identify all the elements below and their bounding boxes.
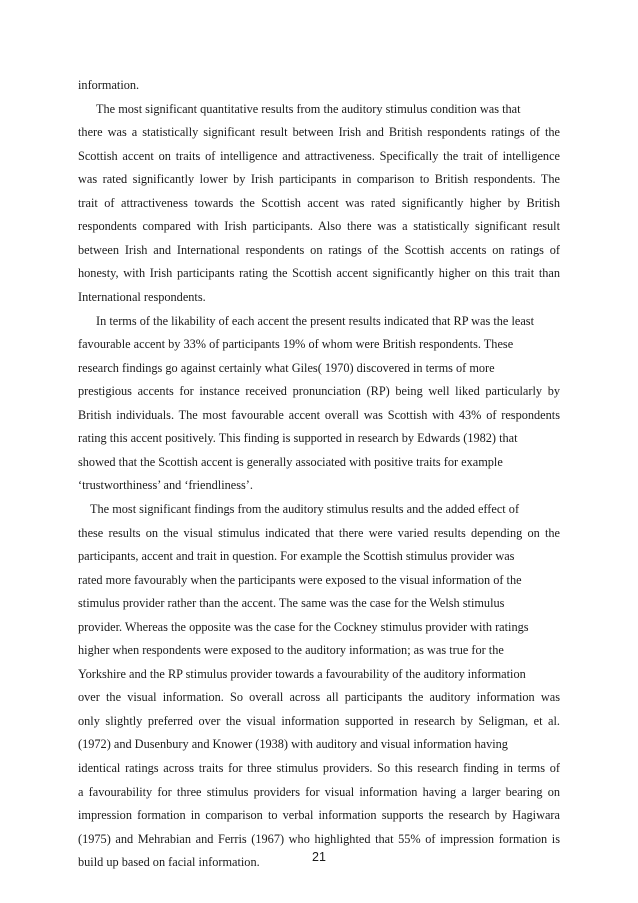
text-line: In terms of the likability of each accent the present results indicated that RP was the least xyxy=(96,313,534,328)
text-line: these results on the visual stimulus indicated that there were varied results depending on the xyxy=(78,525,560,540)
text-line: rating this accent positively. This finding is supported in research by Edwards (1982) that xyxy=(78,431,518,446)
text-line: higher when respondents were exposed to the auditory information; as was true for the xyxy=(78,643,504,658)
text-line: British individuals. The most favourable accent overall was Scottish with 43% of respondents xyxy=(78,407,560,422)
text-line: participants, accent and trait in question. For example the Scottish stimulus provider was xyxy=(78,549,515,563)
text-line: stimulus provider rather than the accent. The same was the case for the Welsh stimulus xyxy=(78,596,505,611)
text-line: (1972) and Dusenbury and Knower (1938) with auditory and visual information having xyxy=(78,737,508,752)
text-line: build up based on facial information. xyxy=(78,855,260,870)
text-line: honesty, with Irish participants rating the Scottish accent significantly higher on this trait than xyxy=(78,266,560,281)
text-line: (1975) and Mehrabian and Ferris (1967) who highlighted that 55% of impression formation is xyxy=(78,831,560,846)
text-line: prestigious accents for instance received pronunciation (RP) being well liked particularly by xyxy=(78,384,560,399)
text-line: provider. Whereas the opposite was the case for the Cockney stimulus provider with ratings xyxy=(78,619,529,634)
text-line: rated more favourably when the participants were exposed to the visual information of the xyxy=(78,572,522,587)
text-line: between Irish and International respondents on ratings of the Scottish accents on ratings of xyxy=(78,242,560,257)
text-line: there was a statistically significant result between Irish and British respondents ratings of the xyxy=(78,125,560,140)
text-line: respondents compared with Irish participants. Also there was a statistically significant result xyxy=(78,219,560,234)
text-line: only slightly preferred over the visual information supported in research by Seligman, et al. xyxy=(78,713,560,728)
text-line: over the visual information. So overall across all participants the auditory information was xyxy=(78,690,560,705)
text-line: favourable accent by 33% of participants 19% of whom were British respondents. These xyxy=(78,337,514,352)
text-line: The most significant quantitative results from the auditory stimulus condition was that xyxy=(96,101,521,116)
text-line: The most significant findings from the auditory stimulus results and the added effect of xyxy=(90,501,520,516)
text-line: Scottish accent on traits of intelligence and attractiveness. Specifically the trait of intelligence xyxy=(78,148,560,163)
text-line: trait of attractiveness towards the Scottish accent was rated significantly higher by British xyxy=(78,195,560,210)
text-line: information. xyxy=(78,78,140,92)
text-line: identical ratings across traits for three stimulus providers. So this research finding in terms of xyxy=(78,761,560,775)
text-line: impression formation in comparison to verbal information supports the research by Hagiwara xyxy=(78,808,560,823)
text-line: ‘trustworthiness’ and ‘friendliness’. xyxy=(78,478,253,493)
text-line: research findings go against certainly what Giles( 1970) discovered in terms of more xyxy=(78,360,495,375)
text-line: showed that the Scottish accent is generally associated with positive traits for example xyxy=(78,454,503,469)
text-line: International respondents. xyxy=(78,290,206,304)
text-line: Yorkshire and the RP stimulus provider towards a favourability of the auditory information xyxy=(78,666,526,681)
page-number: 21 xyxy=(312,850,326,864)
text-line: a favourability for three stimulus providers for visual information having a larger bearing on xyxy=(78,784,560,799)
text-line: was rated significantly lower by Irish participants in comparison to British respondents. The xyxy=(78,172,560,187)
